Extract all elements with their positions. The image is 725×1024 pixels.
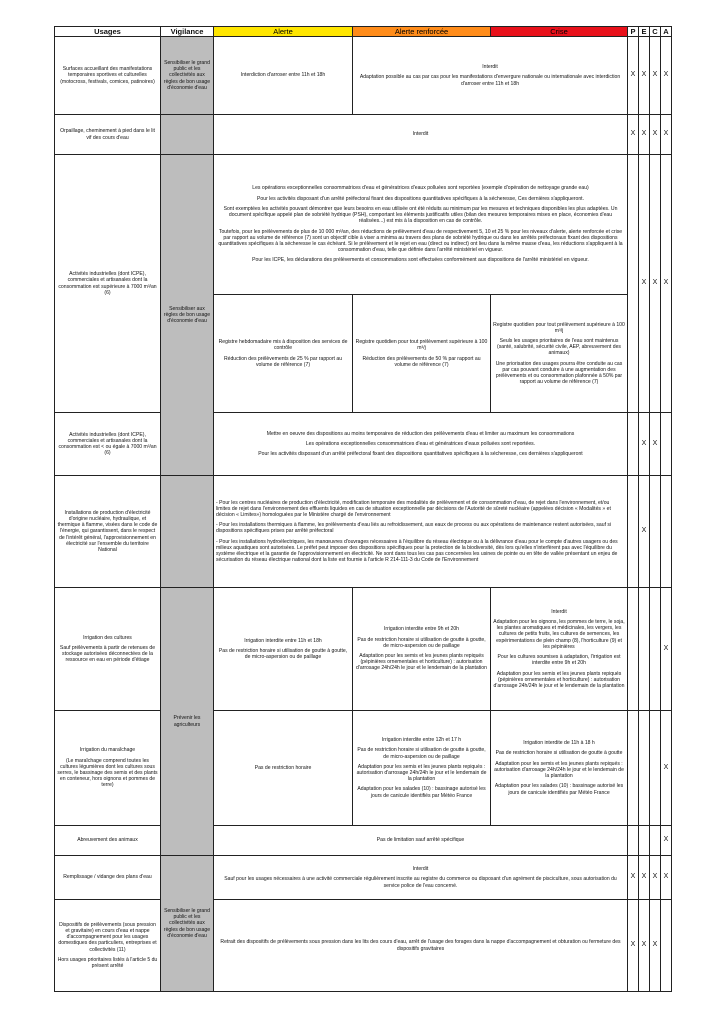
text-line: Sont exemptées les activités pouvant démontrer que leurs besoins en eau utilisée ont été réduits au minimum par les mesures et techniques disponibles les plus adaptées. Un document spécifique appelé plan de sobriété hydrique (PSH), comportant les éléments justificatifs utiles (bilan des mesures temporaires mises en place, économies d'eau réalisées...) est mis à la disposition en cas de contrôle. (223, 205, 618, 225)
text-line: Une priorisation des usages pourra être conduite au cas par cas pouvant conduire à une augmentation des prélèvements et ou consommation plafonnée à 50% par rapport au volume de référence (7) (495, 360, 623, 386)
table-row (55, 37, 672, 115)
mark-e (639, 826, 650, 856)
header-a: A (661, 27, 672, 37)
mark-a (661, 900, 672, 992)
vigilance-cell: Sensibiliser le grand public et les collectivités aux règles de bon usage d'économie d'eau (161, 37, 214, 115)
mark-a: X (661, 155, 672, 413)
all-levels-cell (214, 413, 628, 476)
text-line: Seuls les usages prioritaires de l'eau sont maintenus (santé, salubrité, sécurité civile, AEP, abreuvement des animaux) (497, 337, 621, 357)
mark-c: X (650, 413, 661, 476)
mark-a: X (661, 115, 672, 155)
crise-cell (491, 295, 628, 413)
alerte-cell (214, 295, 353, 413)
mark-c: X (650, 115, 661, 155)
mark-e: X (639, 155, 650, 413)
mark-p (628, 826, 639, 856)
usage-cell: Activités industrielles (dont ICPE), commerciales et artisanales dont la consommation est < ou égale à 7000 m³/an (6) (55, 413, 161, 476)
text-line: Adaptation pour les semis et les jeunes plants repiqués : autorisation d'arrosage 24h/24h le jour et le lendemain de la plantation (356, 763, 487, 783)
header-row (55, 27, 672, 37)
text-line: Les opérations exceptionnelles consommatrices d'eau et génératrices d'eaux polluées sont reportées. (305, 440, 536, 447)
usage-cell: Remplissage / vidange des plans d'eau (55, 856, 161, 900)
text-line: Réduction des prélèvements de 25 % par rapport au volume de référence (7) (223, 355, 343, 368)
text-line: Pour les cultures soumises à adaptation, l'irrigation est interdite entre 9h et 20h (497, 654, 621, 667)
mark-e: X (639, 476, 650, 588)
renforcee-cell (353, 588, 491, 711)
mark-p (628, 476, 639, 588)
mark-c: X (650, 37, 661, 115)
text-line: Irrigation des cultures (83, 634, 132, 641)
text-line: Pour les activités disposant d'un arrêté préfectoral fixant des dispositions quantitatives spécifiques à la sécheresse, Ces dernières s'appliqueront. (257, 195, 584, 202)
table-row (55, 413, 672, 476)
renforcee-cell (353, 295, 491, 413)
vigilance-cell (161, 115, 214, 155)
mark-a: X (661, 588, 672, 711)
usage-cell: Orpaillage, cheminement à pied dans le lit vif des cours d'eau (55, 115, 161, 155)
mark-e: X (639, 413, 650, 476)
text-line: Adaptation pour les semis et les jeunes plants repiqués : autorisation d'arrosage 24h/24h le jour et le lendemain de la plantation (494, 760, 624, 780)
crise-cell (491, 588, 628, 711)
text-line: Hors usages prioritaires listés à l'article 5 du présent arrêté (57, 956, 158, 969)
mark-c (650, 826, 661, 856)
mark-p (628, 711, 639, 826)
text-line: Toutefois, pour les prélèvements de plus de 10 000 m³/an, des réductions de prélèvement d'eau de respectivement 5, 10 et 25 % pour les niveaux d'alerte, alerte renforcée et crise par rapport au volume de référence (7) sont un objectif cible à viser a minima au travers des plans de sobriété hydrique ou dans les arrêtés préfectoraux fixant des dispositions quantitatives spécifiques à la sécheresse le cas échéant. Si le prélèvement et le rejet en eau (direct ou indirect) ont lieu dans la même masse d'eau, les réductions s'appliquent à la consommation d'eau, telle que définie dans l'arrêté ministériel en vigueur. (218, 228, 623, 254)
mark-e: X (639, 856, 650, 900)
text-line: Pas de restriction horaire si utilisation de goutte à goutte (495, 750, 623, 757)
table-row (55, 711, 672, 826)
usage-cell (55, 588, 161, 711)
mark-c (650, 476, 661, 588)
mark-a (661, 413, 672, 476)
mark-a (661, 476, 672, 588)
alerte-cell: Interdiction d'arroser entre 11h et 18h (214, 37, 353, 115)
mark-e: X (639, 115, 650, 155)
text-line: Pour les ICPE, les déclarations des prélèvements et consommations sont effectuées conformément aux dispositions de l'arrêté ministériel en vigueur. (252, 257, 589, 264)
restrictions-table (54, 26, 672, 992)
text-line: Registre quotidien pour tout prélèvement supérieure à 100 m³/j (493, 321, 625, 334)
restrictions-table-page (54, 26, 671, 992)
text-line: Irrigation du maraîchage (79, 747, 136, 754)
text-line: Réduction des prélèvements de 50 % par rapport au volume de référence (7) (362, 355, 481, 368)
vigilance-cell: Prévenir les agriculteurs (161, 588, 214, 856)
usage-cell: Installations de production d'électricité d'origine nucléaire, hydraulique, et thermique à flamme, visées dans le code de l'énergie, qui garantissent, dans le respect de l'intérêt général, l'approvisionnement en électricité sur l'ensemble du territoire National (55, 476, 161, 588)
all-levels-cell: Interdit (214, 115, 628, 155)
header-crise: Crise (491, 27, 628, 37)
header-alerte-renforcee: Alerte renforcée (353, 27, 491, 37)
table-row (55, 588, 672, 711)
text-line: Pas de restriction horaire si utilisation de goutte à goutte, de micro-aspersion ou de paillage (357, 747, 486, 760)
alerte-cell (214, 588, 353, 711)
text-line: Dispositifs de prélèvements (sous pression et gravitaire) en cours d'eau et nappe d'accompagnement pour les usages domestiques des particuliers, entreprises et collectivités (11) (58, 921, 157, 953)
text-line: Les opérations exceptionnelles consommatrices d'eau et génératrices d'eaux polluées sont reportées (exemple d'opération de nettoyage grande eau) (252, 185, 589, 192)
vigilance-cell: Sensibiliser le grand public et les collectivités aux règles de bon usage d'économie d'eau (161, 856, 214, 992)
mark-a: X (661, 37, 672, 115)
mark-c: X (650, 900, 661, 992)
renforcee-crise-cell (353, 37, 628, 115)
mark-p: X (628, 856, 639, 900)
text-line: Irrigation interdite de 11h à 18 h (523, 740, 595, 747)
text-line: Adaptation possible au cas par cas pour les manifestations d'envergure nationale ou internationale avec interdiction d'arroser entre 11h et 18h (359, 74, 621, 87)
usage-cell (55, 711, 161, 826)
text-line: - Pour les centres nucléaires de production d'électricité, modification temporaire des modalités de prélèvement et de consommation d'eau, de rejet dans l'environnement, et/ou limites de rejet dans l'environnement des effluents liquides en cas de situation exceptionnelle par décisions de l'Autorité de sûreté nucléaire (appelées décision « Modalités » et décision « Limites») homologuées par le Ministère chargé de l'environnement (216, 499, 611, 518)
mark-e: X (639, 37, 650, 115)
mark-c (650, 711, 661, 826)
vigilance-cell: Sensibiliser aux règles de bon usage d'économie d'eau (161, 155, 214, 476)
text-line: Interdit (551, 608, 567, 615)
usage-cell: Activités industrielles (dont ICPE), commerciales et artisanales dont la consommation est supérieure à 7000 m³/an (6) (55, 155, 161, 413)
mark-a: X (661, 856, 672, 900)
renforcee-cell (353, 711, 491, 826)
table-row (55, 900, 672, 992)
usage-cell (55, 900, 161, 992)
text-line: Adaptation pour les semis et les jeunes plants repiqués (pépinières ornementales et horticulture) : autorisation d'arrosage 24h/24h le jour et le lendemain de la plantation (493, 670, 625, 689)
vigilance-cell (161, 476, 214, 588)
text-line: Interdit (412, 866, 429, 873)
text-line: Irrigation interdite entre 12h et 17 h (381, 737, 462, 744)
all-levels-cell (214, 856, 628, 900)
text-line: Sauf prélèvements à partir de retenues de stockage autorisées déconnectées de la ressource en eau en période d'étiage (59, 644, 156, 664)
mark-e (639, 588, 650, 711)
text-line: Irrigation interdite entre 9h et 20h (383, 626, 460, 633)
mark-p: X (628, 37, 639, 115)
text-line: Adaptation pour les salades (10) : bassinage autorisé les jours de canicule identifiés par Météo France (357, 786, 486, 799)
text-line: Registre quotidien pour tout prélèvement supérieure à 100 m³/j (355, 339, 488, 352)
text-line: - Pour les installations thermiques à flamme, les prélèvements d'eau liés au refroidissement, aux eaux de process ou aux opérations de maintenance restent autorisées, sauf si dispositions spécifiques prises par arrêté préfectoral (216, 522, 612, 535)
header-c: C (650, 27, 661, 37)
text-line: Interdit (482, 64, 498, 71)
all-levels-cell (214, 476, 628, 588)
header-alerte: Alerte (214, 27, 353, 37)
mark-e (639, 711, 650, 826)
mark-e: X (639, 900, 650, 992)
table-row (55, 856, 672, 900)
text-line: (Le maraîchage comprend toutes les cultures légumières dont les cultures sous serres, le bassinage des semis et des plants en conteneur, hors oignons et pommes de terre) (57, 757, 158, 789)
crise-cell (491, 711, 628, 826)
mark-c: X (650, 155, 661, 413)
text-line: Adaptation pour les salades (10) : bassinage autorisé les jours de canicule identifiés par Météo France (494, 783, 624, 796)
mark-c (650, 588, 661, 711)
table-row (55, 115, 672, 155)
mark-p (628, 155, 639, 413)
text-line: Pour les activités disposant d'un arrêté préfectoral fixant des dispositions quantitatives spécifiques à la sécheresse, ces dernières s'appliqueront (258, 451, 583, 458)
text-line: - Pour les installations hydroélectriques, les manœuvres d'ouvrages nécessaires à l'équilibre du réseau électrique ou à la délivrance d'eau pour le compte d'autres usagers ou des milieux aquatiques sont autorisées. Le préfet peut imposer des dispositions spécifiques pour la protection de la biodiversité, dès lors qu'elles n'interfèrent pas avec l'équilibre du système électrique et la garantie de l'approvisionnement en électricité. Ne sont dans tous les cas pas concernées les usines de pointe ou en tête de vallée présentant un enjeu de sécurisation du réseau électrique national dont la liste est fournie à l'article R 214-111-3 du Code de l'Environnement (216, 538, 618, 564)
text-line: Mettre en oeuvre des dispositions au moins temporaires de réduction des prélèvements d'eau et limiter au maximum les consommations (266, 430, 575, 437)
text-line: Registre hebdomadaire mis à disposition des services de contrôle (218, 339, 348, 352)
text-line: Sauf pour les usages nécessaires à une activité commerciale régulièrement inscrite au registre du commerce ou disposant d'un agrément de pisciculture, sous autorisation du service police de l'eau concerné. (224, 876, 617, 889)
all-levels-cell: Pas de limitation sauf arrêté spécifique (214, 826, 628, 856)
table-row (55, 476, 672, 588)
mark-p: X (628, 900, 639, 992)
text-line: Pas de restriction horaire si utilisation de goutte à goutte, de micro-aspersion ou de paillage (218, 647, 348, 661)
usage-cell: Surfaces accueillant des manifestations temporaires sportives et culturelles (motocross, festivals, comices, patinoires) (55, 37, 161, 115)
mark-a: X (661, 711, 672, 826)
header-vigilance: Vigilance (161, 27, 214, 37)
mark-a: X (661, 826, 672, 856)
usage-cell: Abreuvement des animaux (55, 826, 161, 856)
all-levels-cell (214, 155, 628, 295)
header-e: E (639, 27, 650, 37)
header-p: P (628, 27, 639, 37)
header-usages: Usages (55, 27, 161, 37)
all-levels-cell: Retrait des dispositifs de prélèvements sous pression dans les lits des cours d'eau, arrêt de l'usage des forages dans la nappe d'accompagnement et obturation ou fermeture des dispositifs gravitaires (214, 900, 628, 992)
mark-p (628, 413, 639, 476)
mark-p (628, 588, 639, 711)
text-line: Adaptation pour les semis et les jeunes plants repiqués (pépinières ornementales et horticulture) : autorisation d'arrosage 24h/24h le jour et le lendemain de la plantation (356, 653, 487, 672)
text-line: Adaptation pour les oignons, les pommes de terre, le soja, les plantes aromatiques et médicinales, les vergers, les cultures de petits fruits, les cultures de semences, les expérimentations de plein champ (8), l'horticulture (9) et les pépinières (493, 619, 625, 650)
table-row (55, 155, 672, 295)
alerte-cell: Pas de restriction horaire (214, 711, 353, 826)
table-row (55, 826, 672, 856)
text-line: Irrigation interdite entre 11h et 18h (244, 637, 322, 644)
mark-p: X (628, 115, 639, 155)
mark-c: X (650, 856, 661, 900)
text-line: Pas de restriction horaire si utilisation de goutte à goutte, de micro-aspersion ou de paillage (357, 636, 486, 649)
